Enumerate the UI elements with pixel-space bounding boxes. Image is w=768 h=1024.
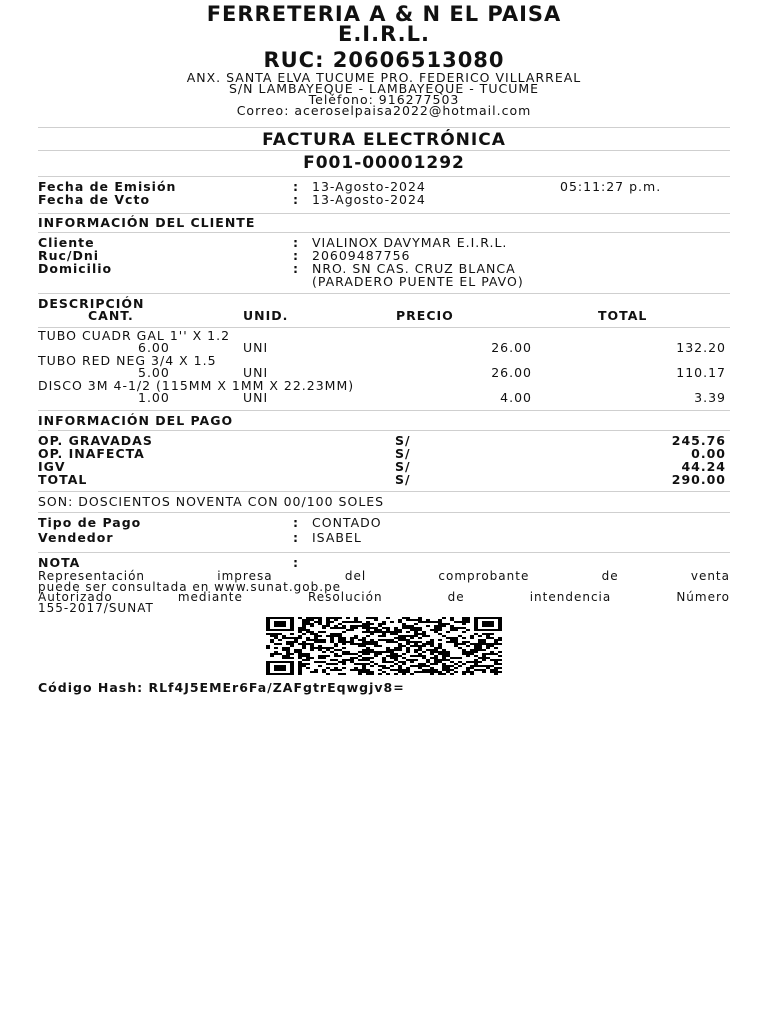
document-type: FACTURA ELECTRÓNICA [262,130,506,150]
total-value: 245.76 [671,433,726,448]
item-price: 4.00 [500,390,532,405]
colon: : [293,555,299,570]
item-qty: 5.00 [138,365,170,380]
note-label: NOTA [38,555,81,570]
colon: : [293,192,299,207]
item-total: 132.20 [676,340,726,355]
colon: : [293,515,299,530]
divider [38,232,730,233]
divider [38,176,730,177]
item-unit: UNI [243,340,269,355]
item-qty: 6.00 [138,340,170,355]
qr-code-icon [266,617,502,675]
item-values [38,392,730,405]
divider [38,512,730,513]
emission-time-value: 05:11:27 p.m. [560,179,662,194]
item-price: 26.00 [491,365,532,380]
invoice-receipt [38,4,730,695]
note-line: puede ser consultada en www.sunat.gob.pe [38,579,342,594]
company-phone: Teléfono: 916277503 [308,92,460,107]
op-inafecta-row [38,447,730,460]
client-address-line1: NRO. SN CAS. CRUZ BLANCA [312,261,516,276]
divider [38,150,730,151]
colon: : [293,248,299,263]
item-qty: 1.00 [138,390,170,405]
hash-code: Código Hash: RLf4J5EMEr6Fa/ZAFgtrEqwgjv8= [38,680,405,695]
client-name-label: Cliente [38,235,95,250]
total-label: TOTAL [38,472,88,487]
address-line2: S/N LAMBAYEQUE - LAMBAYEQUE - TUCUME [228,81,540,96]
item-unit: UNI [243,365,269,380]
qr-code [38,617,730,675]
divider [38,410,730,411]
due-date-value: 13-Agosto-2024 [312,192,426,207]
seller-row [38,531,730,546]
total-label: IGV [38,459,66,474]
client-ruc-value: 20609487756 [312,248,411,263]
client-section-title: INFORMACIÓN DEL CLIENTE [38,215,256,230]
divider [38,213,730,214]
company-email: Correo: aceroselpaisa2022@hotmail.com [236,103,532,118]
colon: : [293,261,299,276]
table-row [38,330,730,355]
client-address-label: Domicilio [38,261,113,276]
currency: S/ [395,446,411,461]
payment-type-row [38,516,730,531]
company-address [38,72,730,116]
amount-in-words-row [38,495,730,508]
due-date-label: Fecha de Vcto [38,192,151,207]
header-qty: CANT. [88,308,134,323]
seller-label: Vendedor [38,530,114,545]
item-description: TUBO CUADR GAL 1'' X 1.2 [38,328,231,343]
currency: S/ [395,472,411,487]
item-price: 26.00 [491,340,532,355]
payment-type-label: Tipo de Pago [38,515,142,530]
totals [38,434,730,486]
igv-row [38,460,730,473]
seller-value: ISABEL [312,530,362,545]
items-table [38,297,730,405]
company-name-line1: FERRETERIA A & N EL PAISA [206,2,562,26]
item-description: TUBO RED NEG 3/4 X 1.5 [38,353,217,368]
client-address-row-2 [38,275,730,288]
emission-date-label: Fecha de Emisión [38,179,177,194]
colon: : [293,530,299,545]
colon: : [293,235,299,250]
grand-total-row [38,473,730,486]
company-ruc: RUC: 20606513080 [263,48,505,72]
client-ruc-label: Ruc/Dni [38,248,100,263]
divider [38,491,730,492]
table-row [38,355,730,380]
currency: S/ [395,459,411,474]
note-row [38,556,730,569]
note-line: 155-2017/SUNAT [38,600,154,615]
divider [38,552,730,553]
item-unit: UNI [243,390,269,405]
divider [38,430,730,431]
currency: S/ [395,433,411,448]
client-address-line2: (PARADERO PUENTE EL PAVO) [312,274,524,289]
company-name-line2: E.I.R.L. [337,22,430,46]
header-unit: UNID. [243,308,289,323]
header-total: TOTAL [598,308,648,323]
total-value: 0.00 [691,446,726,461]
table-row [38,380,730,405]
document-number: F001-00001292 [303,153,465,173]
total-value: 290.00 [671,472,726,487]
item-total: 110.17 [676,365,726,380]
note-line: Representación impresa del comprobante de venta [38,569,730,583]
emission-date-value: 13-Agosto-2024 [312,179,426,194]
client-name-value: VIALINOX DAVYMAR E.I.R.L. [312,235,508,250]
items-header-row [38,310,730,322]
item-values [38,367,730,380]
total-value: 44.24 [681,459,726,474]
header-price: PRECIO [396,308,454,323]
payment-type-value: CONTADO [312,515,382,530]
payment-section-title: INFORMACIÓN DEL PAGO [38,413,234,428]
item-description: DISCO 3M 4-1/2 (115MM X 1MM X 22.23MM) [38,378,355,393]
amount-in-words: SON: DOSCIENTOS NOVENTA CON 00/100 SOLES [38,494,385,509]
item-values [38,342,730,355]
item-total: 3.39 [694,390,726,405]
due-date-row [38,193,730,206]
total-label: OP. GRAVADAS [38,433,153,448]
divider [38,127,730,128]
legal-note [38,571,730,613]
total-label: OP. INAFECTA [38,446,145,461]
company-name [38,4,730,44]
address-line1: ANX. SANTA ELVA TUCUME PRO. FEDERICO VILLARREAL [186,70,582,85]
note-line: Autorizado mediante Resolución de intendencia Número [38,590,730,604]
divider [38,293,730,294]
colon: : [293,179,299,194]
items-section-title: DESCRIPCIÓN [38,296,145,311]
